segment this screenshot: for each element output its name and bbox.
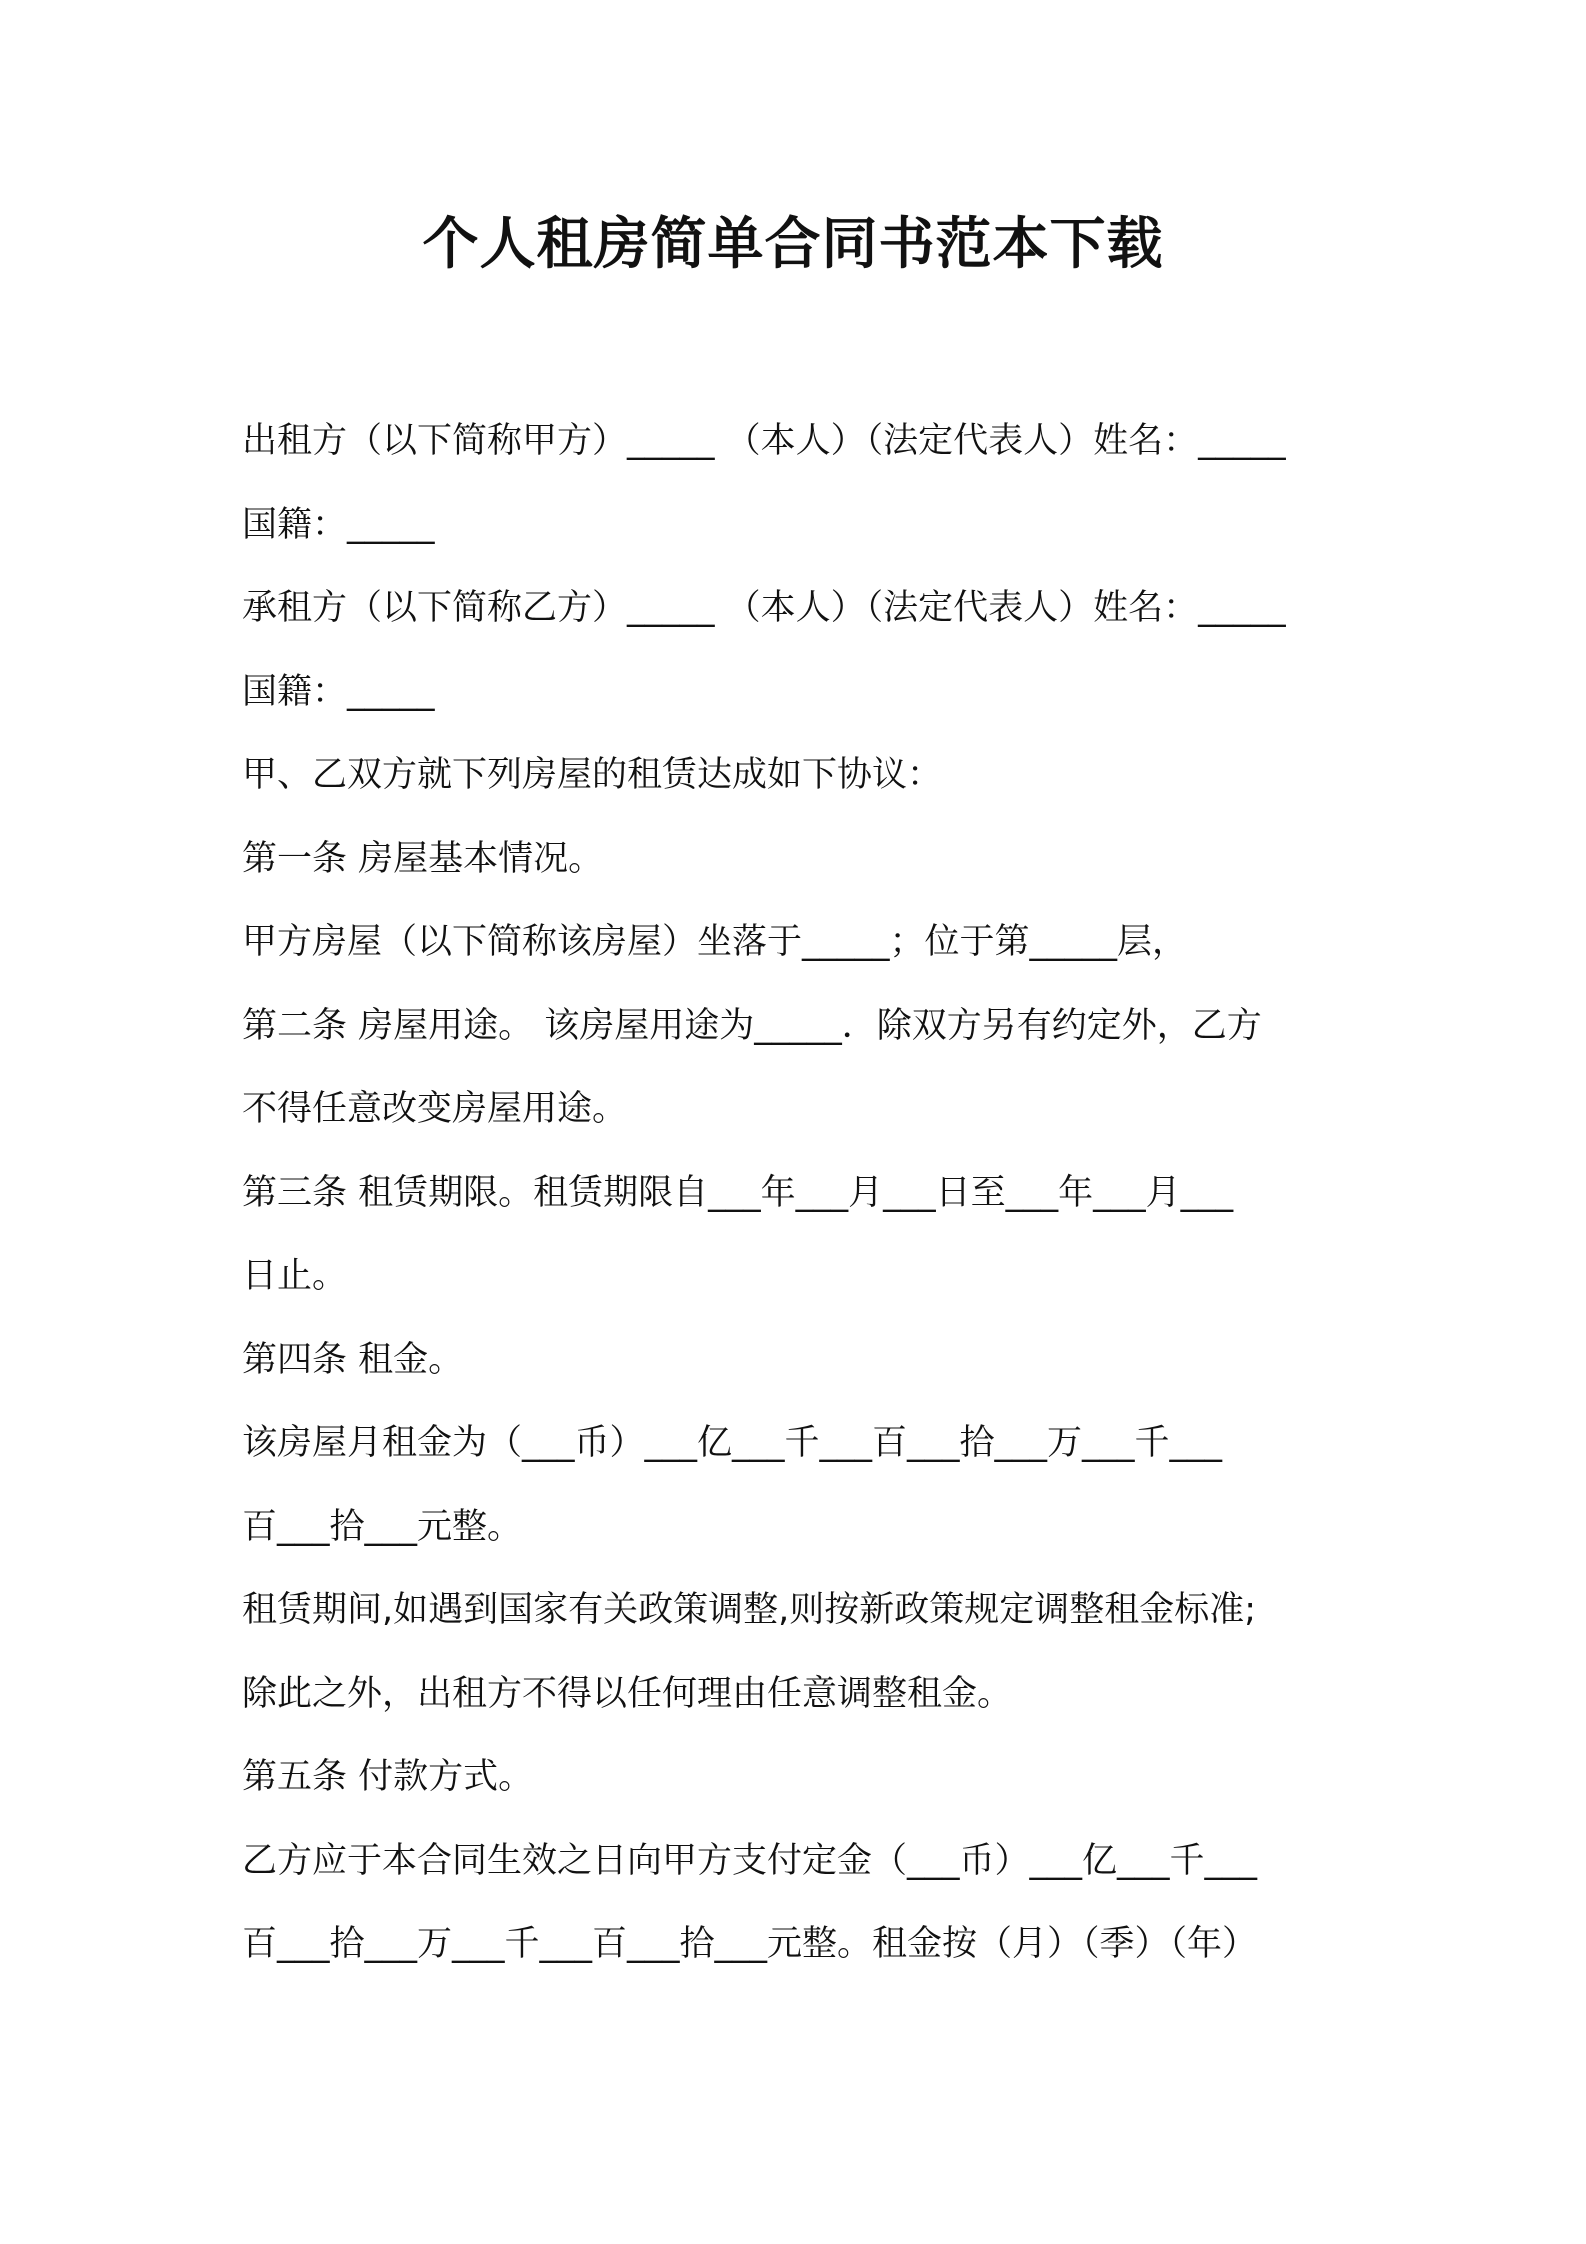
agreement-intro-line: 甲、乙双方就下列房屋的租赁达成如下协议： <box>242 755 943 795</box>
contract-body <box>242 400 1362 1987</box>
article-4-heading: 第四条 租金。 <box>242 1339 464 1380</box>
article-4-policy-line: 租赁期间,如遇到国家有关政策调整,则按新政策规定调整租金标准; <box>242 1590 1257 1630</box>
article-4-policy-line-continued: 除此之外，出租方不得以任何理由任意调整租金。 <box>242 1673 1013 1714</box>
article-5-heading: 第五条 付款方式。 <box>242 1757 534 1797</box>
party-b-line: 承租方（以下简称乙方）_____ （本人）（法定代表人）姓名：_____ <box>242 588 1286 628</box>
article-4-rent-line: 该房屋月租金为（___币）___亿___千___百___拾___万___千___ <box>242 1423 1223 1463</box>
article-2-text-continued: 不得任意改变房屋用途。 <box>242 1089 628 1129</box>
party-a-line: 出租方（以下简称甲方）_____ （本人）（法定代表人）姓名：_____ <box>242 421 1286 461</box>
article-4-rent-line-continued: 百___拾___元整。 <box>242 1506 523 1547</box>
article-5-deposit-line: 乙方应于本合同生效之日向甲方支付定金（___币）___亿___千___ <box>242 1840 1258 1881</box>
article-3-text-continued: 日止。 <box>242 1256 348 1296</box>
article-1-text: 甲方房屋（以下简称该房屋）坐落于_____；位于第_____层， <box>242 922 1188 962</box>
party-a-nationality-line: 国籍：_____ <box>242 504 435 545</box>
document-title: 个人租房简单合同书范本下载 <box>422 212 1164 277</box>
party-b-nationality-line: 国籍：_____ <box>242 671 435 712</box>
article-5-deposit-line-continued: 百___拾___万___千___百___拾___元整。租金按（月）（季）（年） <box>242 1924 1258 1964</box>
article-1-heading: 第一条 房屋基本情况。 <box>242 838 604 879</box>
article-2-text: 第二条 房屋用途。 该房屋用途为_____．除双方另有约定外，乙方 <box>242 1005 1262 1046</box>
article-3-text: 第三条 租赁期限。租赁期限自___年___月___日至___年___月___ <box>242 1172 1234 1213</box>
